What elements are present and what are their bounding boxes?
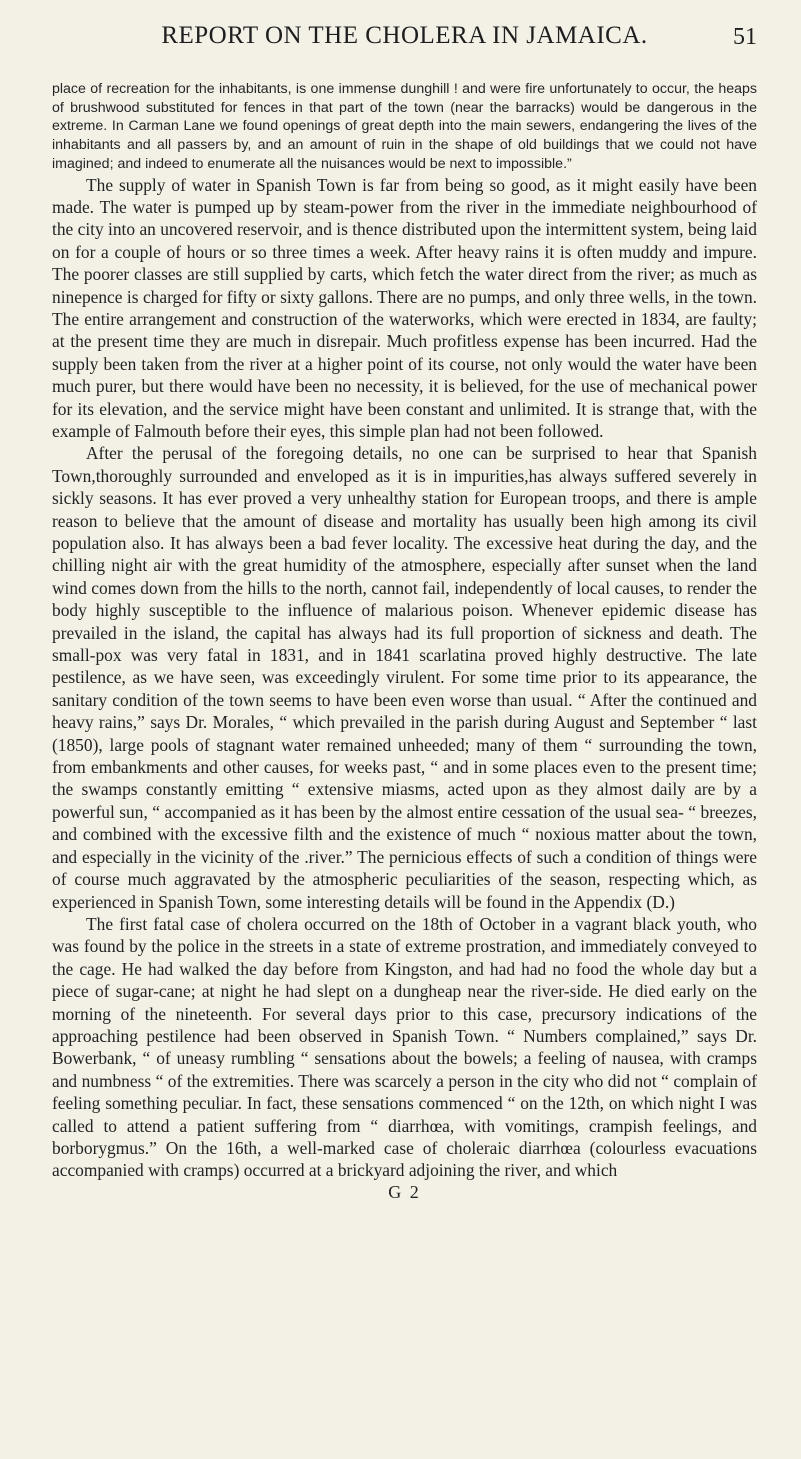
paragraph-sanitary-condition: After the perusal of the foregoing details, no one can be surprised to hear that Spanish Town,thoroughly surrounded and enveloped as it is in impurities,has always suffered severely in sickly seasons. It has ever proved a very unhealthy station for European troops, and there is ample reason to believe that the amount of disease and mortality has usually been high among its civil population also. It has always been a bad fever locality. The excessive heat during the day, and the chilling night air with the great humidity of the atmosphere, especially after sunset when the land wind comes down from the hills to the north, cannot fail, independently of local causes, to render the body highly susceptible to the influence of malarious poison. Whenever epidemic disease has prevailed in the island, the capital has always had its full proportion of sickness and death. The small-pox was very fatal in 1831, and in 1841 scarlatina proved highly destructive. The late pestilence, as we have seen, was exceedingly virulent. For some time prior to its appearance, the sanitary condition of the town seems to have been even worse than usual. “ After the continued and heavy rains,” says Dr. Morales, “ which prevailed in the parish during August and September “ last (1850), large pools of stagnant water remained unheeded; many of them “ surrounding the town, from embankments and other causes, for weeks past, “ and in some places even to the present time; the swamps constantly emitting “ extensive miasms, acted upon as they almost daily are by a powerful sun, “ accompanied as it has been by the almost entire cessation of the usual sea- “ breezes, and combined with the excessive filth and the existence of much “ noxious matter about the town, and especially in the vicinity of the .river.” The pernicious effects of such a condition of things were of course much aggravated by the atmospheric peculiarities of the season, respecting which, as experienced in Spanish Town, some interesting details will be found in the Appendix (D.) <box>52 443 757 912</box>
page-header <box>52 0 757 80</box>
page-number: 51 <box>733 24 757 50</box>
paragraph-water-supply: The supply of water in Spanish Town is far from being so good, as it might easily have been made. The water is pumped up by steam-power from the river in the immediate neighbourhood of the city into an uncovered reservoir, and is thence distributed upon the intermittent system, being laid on for a couple of hours or so three times a week. After heavy rains it is often muddy and impure. The poorer classes are still supplied by carts, which fetch the water direct from the river; as much as ninepence is charged for fifty or sixty gallons. There are no pumps, and only three wells, in the town. The entire arrangement and construction of the waterworks, which were erected in 1834, are faulty; at the present time they are much in disrepair. Much profitless expense has been incurred. Had the supply been taken from the river at a higher point of its course, not only would the water have been much purer, but there would have been no necessity, it is believed, for the use of mechanical power for its elevation, and the service might have been constant and unlimited. It is strange that, with the example of Falmouth before their eyes, this simple plan had not been followed. <box>52 174 757 441</box>
signature-mark: G 2 <box>388 1181 421 1202</box>
running-head: REPORT ON THE CHOLERA IN JAMAICA. <box>161 22 648 49</box>
paragraph-first-cholera-case: The first fatal case of cholera occurred on the 18th of October in a vagrant black youth, who was found by the police in the streets in a state of extreme prostration, and immediately conveyed to the cage. He had walked the day before from Kingston, and had had no food the whole day but a piece of sugar-cane; at night he had slept on a dungheap near the river-side. He died early on the morning of the nineteenth. For several days prior to this case, precursory indications of the approaching pestilence had been observed in Spanish Town. “ Numbers complained,” says Dr. Bowerbank, “ of uneasy rumbling “ sensations about the bowels; a feeling of nausea, with cramps and numbness “ of the extremities. There was scarcely a person in the city who did not “ complain of feeling something peculiar. In fact, these sensations commenced “ on the 12th, on which night I was called to attend a patient suffering from “ diarrhœa, with vomitings, crampish feelings, and borborygmus.” On the 16th, a well-marked case of choleraic diarrhœa (colourless evacuations accompanied with cramps) occurred at a brickyard adjoining the river, and which <box>52 913 757 1181</box>
quoted-paragraph: place of recreation for the inhabitants, is one immense dunghill ! and were fire unfortunately to occur, the heaps of brushwood substituted for fences in that part of the town (near the barracks) would be dangerous in the extreme. In Carman Lane we found openings of great depth into the main sewers, endangering the lives of the inhabitants and all passers by, and an amount of ruin in the shape of old buildings that we could not have imagined; and indeed to enumerate all the nuisances would be next to impossible.” <box>52 81 757 172</box>
